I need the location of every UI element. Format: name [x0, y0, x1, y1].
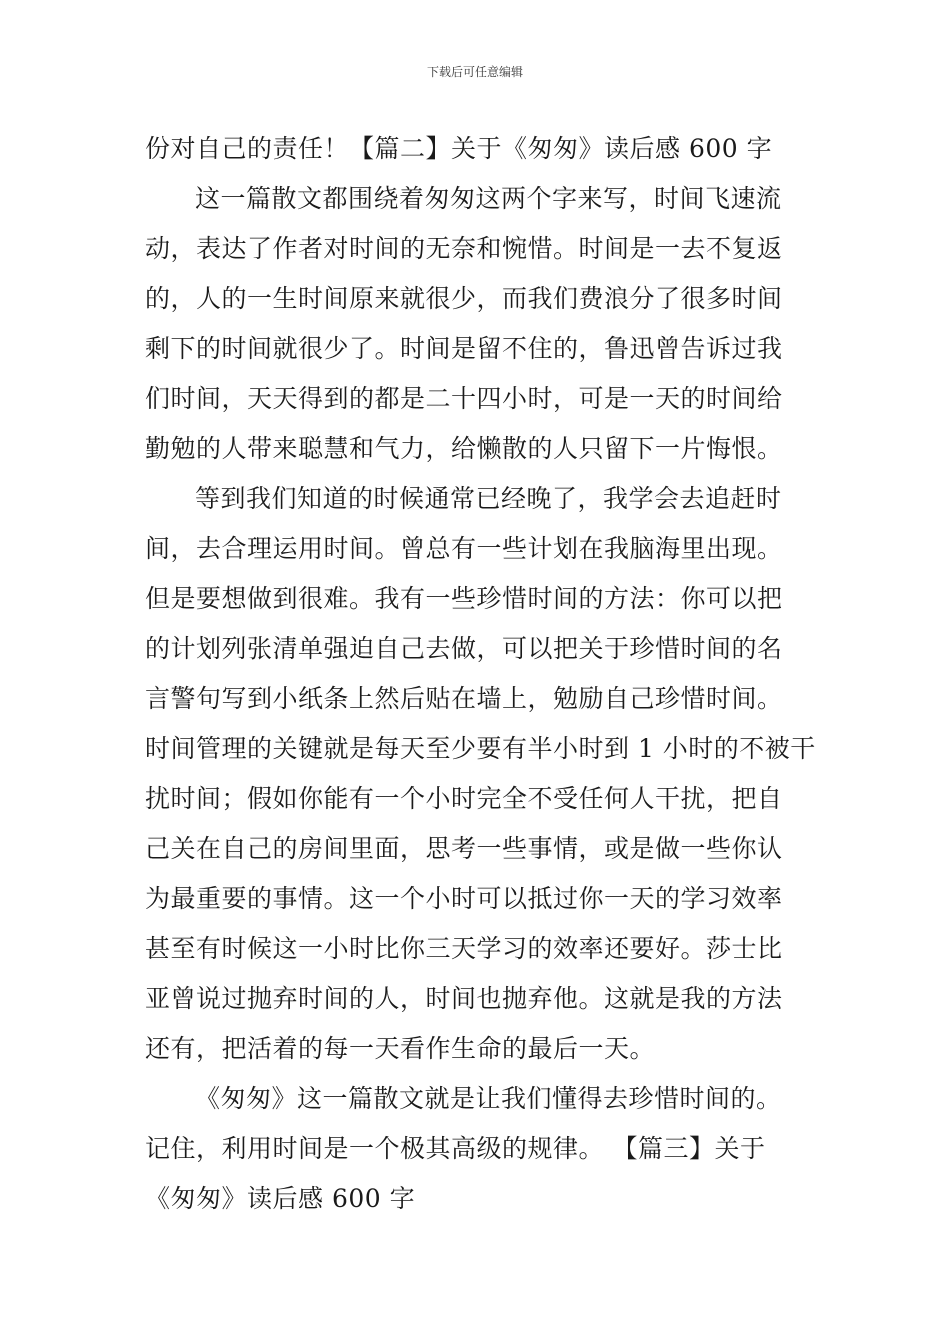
- text-line: 勤勉的人带来聪慧和气力，给懒散的人只留下一片悔恨。: [145, 434, 783, 463]
- text-line: 但是要想做到很难。我有一些珍惜时间的方法：你可以把: [145, 584, 783, 613]
- paragraph-start-line: 《匆匆》这一篇散文就是让我们懂得去珍惜时间的。: [195, 1084, 782, 1113]
- text-line: 还有，把活着的每一天看作生命的最后一天。: [145, 1034, 656, 1063]
- page-header: 下载后可任意编辑: [426, 65, 523, 79]
- paragraph-start-line: 这一篇散文都围绕着匆匆这两个字来写，时间飞速流: [195, 184, 782, 213]
- text-line: 言警句写到小纸条上然后贴在墙上，勉励自己珍惜时间。: [145, 684, 783, 713]
- text-line: 们时间，天天得到的都是二十四小时，可是一天的时间给: [145, 384, 783, 413]
- text-line: 份对自己的责任！【篇二】关于《匆匆》读后感 600 字: [145, 134, 773, 163]
- text-line: 甚至有时候这一小时比你三天学习的效率还要好。莎士比: [145, 934, 783, 963]
- text-line: 亚曾说过抛弃时间的人，时间也抛弃他。这就是我的方法: [145, 984, 783, 1013]
- text-line: 《匆匆》读后感 600 字: [145, 1184, 416, 1213]
- text-line: 为最重要的事情。这一个小时可以抵过你一天的学习效率: [145, 884, 783, 913]
- text-line: 动，表达了作者对时间的无奈和惋惜。时间是一去不复返: [145, 234, 783, 263]
- text-line: 的，人的一生时间原来就很少，而我们费浪分了很多时间: [145, 284, 783, 313]
- text-line: 间，去合理运用时间。曾总有一些计划在我脑海里出现。: [145, 534, 783, 563]
- paragraph-start-line: 等到我们知道的时候通常已经晚了，我学会去追赶时: [195, 484, 782, 513]
- text-line: 时间管理的关键就是每天至少要有半小时到 1 小时的不被干: [145, 734, 816, 763]
- text-line: 剩下的时间就很少了。时间是留不住的，鲁迅曾告诉过我: [145, 334, 783, 363]
- text-line: 己关在自己的房间里面，思考一些事情，或是做一些你认: [145, 834, 783, 863]
- document-body: [145, 124, 816, 1224]
- text-line: 扰时间；假如你能有一个小时完全不受任何人干扰，把自: [145, 784, 783, 813]
- text-line: 记住，利用时间是一个极其高级的规律。 【篇三】关于: [145, 1134, 766, 1163]
- text-line: 的计划列张清单强迫自己去做，可以把关于珍惜时间的名: [145, 634, 783, 663]
